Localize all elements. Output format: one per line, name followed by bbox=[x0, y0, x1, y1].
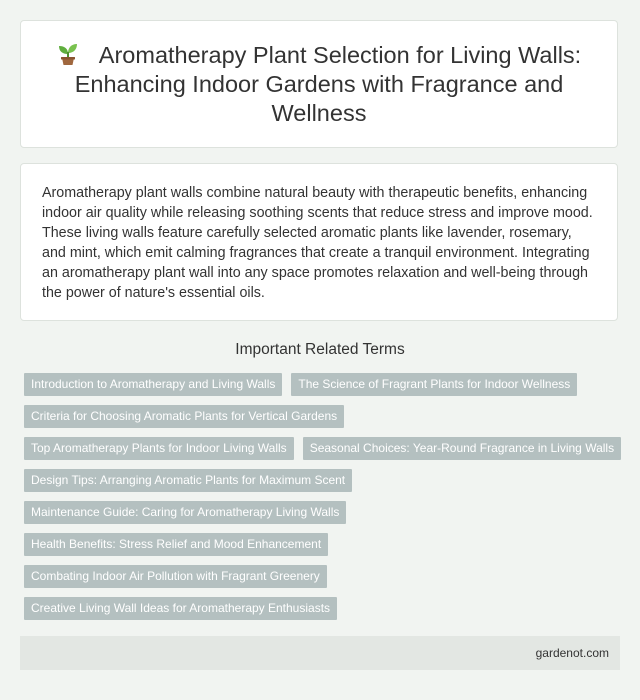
related-term-tag[interactable]: Design Tips: Arranging Aromatic Plants for Maximum Scent bbox=[24, 469, 352, 492]
page-title-text: Aromatherapy Plant Selection for Living Walls: Enhancing Indoor Gardens with Fragrance and Wellness bbox=[74, 42, 582, 126]
related-term-tag[interactable]: Maintenance Guide: Caring for Aromatherapy Living Walls bbox=[24, 501, 346, 524]
related-term-tag[interactable]: Top Aromatherapy Plants for Indoor Living Walls bbox=[24, 437, 294, 460]
intro-text: Aromatherapy plant walls combine natural beauty with therapeutic benefits, enhancing indoor air quality while releasing soothing scents that reduce stress and improve mood. These living walls feature carefully selected aromatic plants like lavender, rosemary, and mint, which emit calming fragrances that create a tranquil environment. Integrating an aromatherapy plant wall into any space promotes relaxation and well-being through the power of nature's essential oils. bbox=[42, 185, 593, 301]
sprout-icon bbox=[57, 40, 79, 66]
footer bbox=[20, 636, 620, 670]
related-term-tag[interactable]: Health Benefits: Stress Relief and Mood Enhancement bbox=[24, 533, 328, 556]
related-term-tag[interactable]: Combating Indoor Air Pollution with Fragrant Greenery bbox=[24, 565, 327, 588]
related-term-tag[interactable]: Seasonal Choices: Year-Round Fragrance in Living Walls bbox=[303, 437, 621, 460]
footer-site-link[interactable]: gardenot.com bbox=[535, 646, 609, 660]
title-card bbox=[20, 20, 618, 148]
related-term-tag[interactable]: The Science of Fragrant Plants for Indoor Wellness bbox=[291, 373, 577, 396]
related-term-tag[interactable]: Introduction to Aromatherapy and Living Walls bbox=[24, 373, 282, 396]
page-title bbox=[47, 40, 591, 128]
related-term-tag[interactable]: Criteria for Choosing Aromatic Plants for Vertical Gardens bbox=[24, 405, 344, 428]
related-terms-list bbox=[24, 373, 622, 629]
intro-card bbox=[20, 163, 618, 321]
related-term-tag[interactable]: Creative Living Wall Ideas for Aromatherapy Enthusiasts bbox=[24, 597, 337, 620]
related-terms-heading: Important Related Terms bbox=[235, 341, 405, 358]
